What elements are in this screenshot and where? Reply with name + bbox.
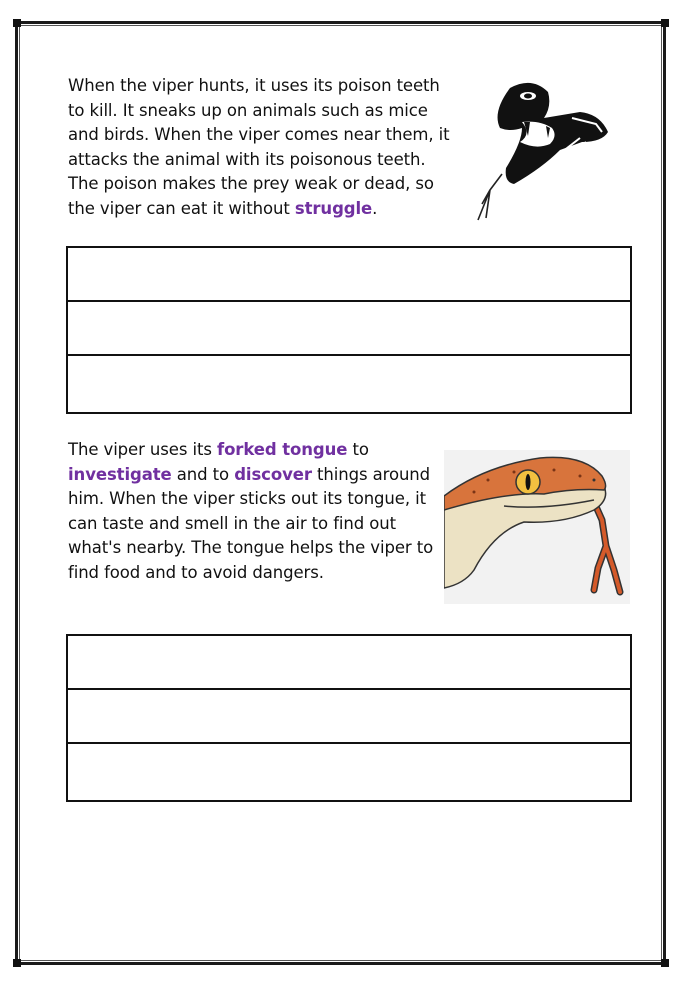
border-corner xyxy=(661,19,669,27)
keyword-forked-tongue: forked tongue xyxy=(216,440,348,459)
answer-line[interactable] xyxy=(68,356,630,408)
answer-line[interactable] xyxy=(68,302,630,356)
answer-lines-1[interactable] xyxy=(66,246,632,414)
answer-line[interactable] xyxy=(68,636,630,690)
border-corner xyxy=(661,959,669,967)
answer-line[interactable] xyxy=(68,690,630,744)
answer-line[interactable] xyxy=(68,744,630,796)
paragraph-text: . xyxy=(372,198,378,218)
keyword-investigate: investigate xyxy=(68,464,172,484)
keyword-struggle: struggle xyxy=(294,198,373,218)
keyword-discover: discover xyxy=(234,464,312,484)
paragraph-text: and to xyxy=(171,464,235,484)
paragraph-text: to xyxy=(347,440,369,459)
paragraph-text: When the viper hunts, it uses its poison teeth to kill. It sneaks up on animals such as mice and birds. When the viper comes near them, it attacks the animal with its poisonous teeth. The poison makes the prey weak or dead, so the viper can eat it without xyxy=(68,76,450,218)
border-corner xyxy=(13,19,21,27)
orange-snake-head-icon xyxy=(444,450,630,604)
answer-lines-2[interactable] xyxy=(66,634,632,802)
paragraph-viper-tongue xyxy=(68,438,438,585)
border-corner xyxy=(13,959,21,967)
paragraph-viper-hunting xyxy=(68,74,458,221)
black-viper-head-icon xyxy=(462,72,612,222)
paragraph-text: things around him. When the viper sticks out its tongue, it can taste and smell in the air to find out what's nearby. The tongue helps the viper to find food and to avoid dangers. xyxy=(68,464,434,582)
answer-line[interactable] xyxy=(68,248,630,302)
paragraph-text: The viper uses its xyxy=(68,440,217,459)
